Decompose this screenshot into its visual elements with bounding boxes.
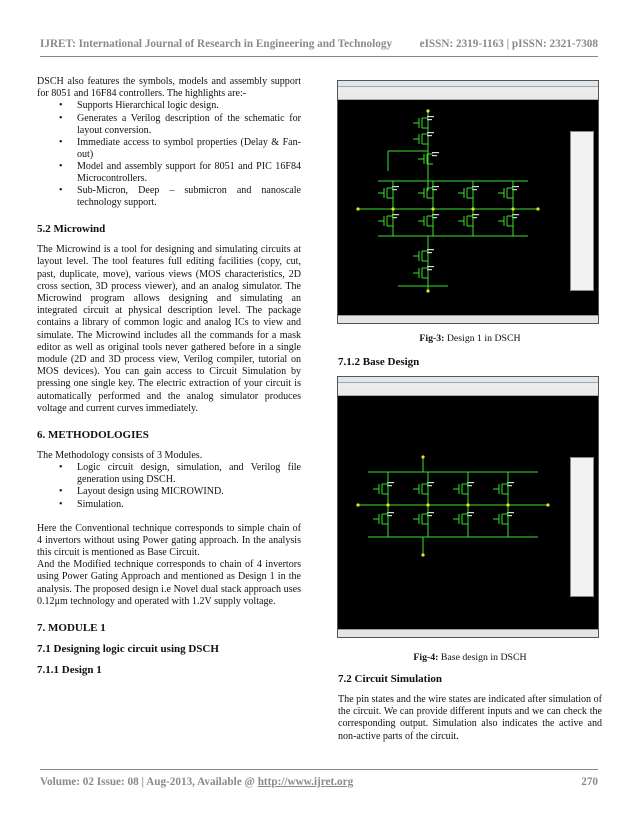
schematic-node [421,455,424,458]
figure-3-label: Fig-3: [419,333,445,344]
schematic-node [391,207,394,210]
schematic-node [546,503,549,506]
highlight-item: • Supports Hierarchical logic design. [37,100,301,112]
dsch-intro-paragraph: DSCH also features the symbols, models and assembly support for 8051 and 16F84 controllers. The highlights are:- [37,76,301,100]
figure-4-text: Base design in DSCH [438,652,527,663]
highlight-item: • Generates a Verilog description of the schematic for layout conversion. [37,113,301,137]
transistor-label-mark [427,269,432,270]
modules-list [37,462,301,510]
section-7-heading: 7. MODULE 1 [37,622,106,635]
highlight-item: • Immediate access to symbol properties (Delay & Fan-out) [37,137,301,161]
module-item: • Simulation. [37,499,301,511]
transistor-label-mark [432,152,439,153]
transistor-label-mark [427,266,434,267]
figure-3-dsch-screenshot [337,80,599,324]
running-header [40,38,598,50]
section-7-2-body: The pin states and the wire states are indicated after simulation of the circuit. We can provide different inputs and we can check the corresponding output. Simulation also indicates the active and non-active parts of the circuit. [338,694,602,742]
transistor-label-mark [427,132,434,133]
schematic-node [356,207,359,210]
footer-rule [40,769,598,770]
module-item: • Layout design using MICROWIND. [37,486,301,498]
transistor-label-mark [427,249,434,250]
schematic-node [421,553,424,556]
footer-volume-text: Volume: 02 Issue: 08 | Aug-2013, Available @ [40,776,258,788]
base-design-circuit-schematic [338,377,599,638]
schematic-node [536,207,539,210]
schematic-node [431,207,434,210]
transistor-label-mark [427,116,434,117]
section-7-2 [338,673,602,743]
figure-4-caption [338,652,602,663]
running-footer [40,776,598,788]
highlights-list [37,100,301,209]
transistor-label-mark [427,252,432,253]
header-rule [40,56,598,57]
window-statusbar [338,315,598,323]
section-7-2-heading: 7.2 Circuit Simulation [338,673,443,685]
section-7-1-heading: 7.1 Designing logic circuit using DSCH [37,643,219,656]
schematic-node [356,503,359,506]
window-statusbar [338,629,598,637]
page-number: 270 [581,776,598,788]
symbol-palette [570,131,594,291]
schematic-node [471,207,474,210]
design-1-circuit-schematic [338,81,599,324]
section-7-1-2-heading: 7.1.2 Base Design [338,356,420,368]
figure-4-dsch-screenshot [337,376,599,638]
figure-4-label: Fig-4: [413,652,439,663]
highlight-item: • Sub-Micron, Deep – submicron and nanoscale technology support. [37,185,301,209]
transistor-label-mark [427,119,432,120]
schematic-node [511,207,514,210]
schematic-node [426,503,429,506]
schematic-node [466,503,469,506]
transistor-label-mark [427,135,432,136]
schematic-node [426,289,429,292]
figure-3-text: Design 1 in DSCH [444,333,521,344]
journal-website-link[interactable]: http://www.ijret.org [257,776,354,788]
section-7-1-1-heading: 7.1.1 Design 1 [37,664,102,677]
journal-title: IJRET: International Journal of Research in Engineering and Technology [40,38,393,50]
section-6-heading: 6. METHODOLOGIES [37,429,149,442]
figure-3-caption [338,333,602,344]
symbol-palette [570,457,594,597]
section-6-intro: The Methodology consists of 3 Modules. [37,450,203,462]
schematic-node [386,503,389,506]
footer-volume-info [40,776,353,788]
module-item: • Logic circuit design, simulation, and Verilog file generation using DSCH. [37,462,301,486]
highlight-item: • Model and assembly support for 8051 and PIC 16F84 Microcontrollers. [37,161,301,185]
section-5-2-body: The Microwind is a tool for designing and simulating circuits at layout level. The tool features full editing facilities (copy, cut, past, duplicate, move), various views (MOS characteristics, 2D cross section, 3D process viewer), and an analog simulator. The Microwind program allows designing and simulating an integrated circuit at physical description level. The package contains a library of common logic and analog ICs to view and simulate. The Microwind includes all the commands for a mask editor as well as original tools never gathered before in a single module (2D and 3D process view, Verilog compiler, tutorial on MOS devices). You can gain access to Circuit Simulation by pressing one single key. The electric extraction of your circuit is automatically performed and the analog simulator produces voltage and current curves immediately. [37,244,301,414]
section-5-2-heading: 5.2 Microwind [37,223,106,236]
section-6-paragraph-2: And the Modified technique corresponds to chain of 4 invertors using Power Gating Approach and mentioned as Design 1 in the analysis. The proposed design i.e Novel dual stack approach uses 0.12μm technology and operated with 1.2V supply voltage. [37,559,301,607]
section-6-paragraph-1: Here the Conventional technique corresponds to simple chain of 4 invertors without using Power gating approach. In the analysis this circuit is mentioned as Base Circuit. [37,522,301,559]
left-column [37,76,301,677]
transistor-label-mark [432,155,437,156]
schematic-node [426,109,429,112]
schematic-node [506,503,509,506]
issn-numbers: eISSN: 2319-1163 | pISSN: 2321-7308 [419,38,598,50]
